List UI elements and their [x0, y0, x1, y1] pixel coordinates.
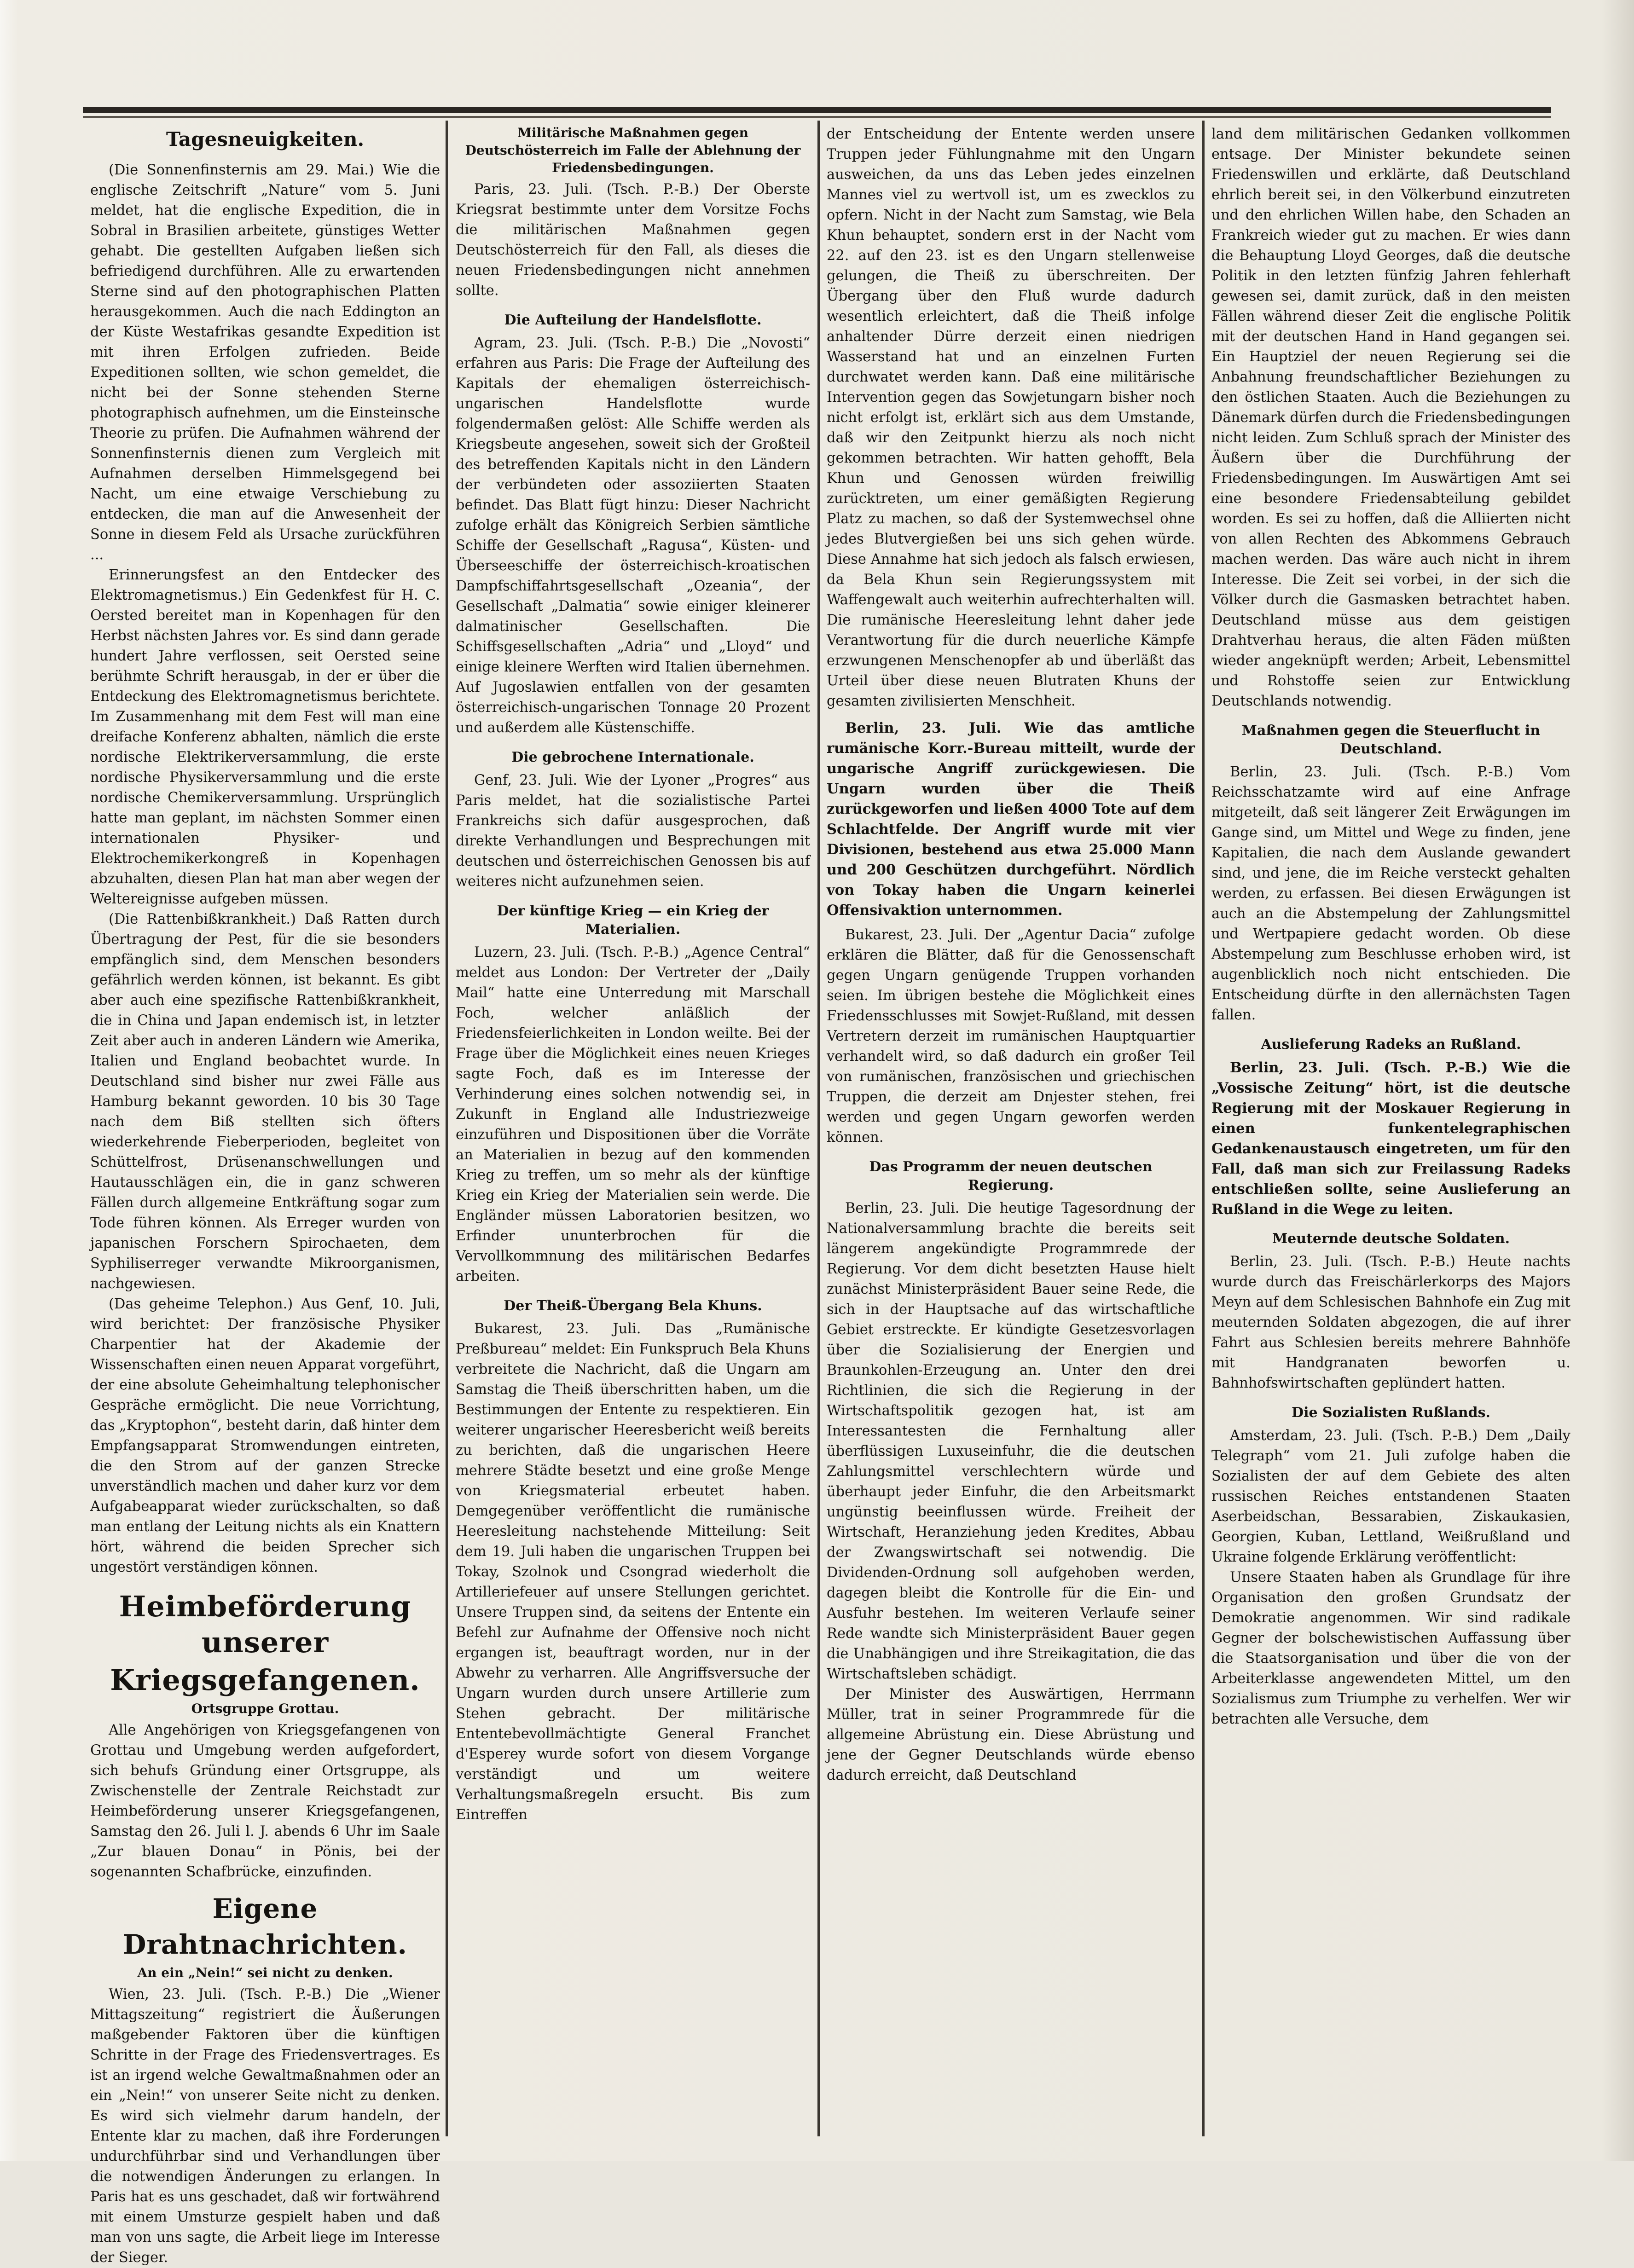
- article-paragraph: Bukarest, 23. Juli. Das „Rumänische Preßbureau“ meldet: Ein Funkspruch Bela Khuns verbreitete die Nachricht, daß die Ungarn am Samstag die Theiß überschritten haben, um die Bestimmungen der Entente zu respektieren. Ein weiterer ungarischer Heeresbericht weiß bereits zu berichten, daß die ungarischen Heere mehrere Städte besetzt und eine große Menge von Kriegsmaterial erbeutet haben. Demgegenüber veröffentlicht die rumänische Heeresleitung nachstehende Mitteilung: Seit dem 19. Juli haben die ungarischen Truppen bei Tokay, Szolnok und Csongrad wiederholt die Artilleriefeuer auf unsere Stellungen gerichtet. Unsere Truppen sind, da seitens der Entente ein Befehl zur Aufnahme der Offensive noch nicht ergangen ist, beauftragt worden, nur in der Abwehr zu verharren. Alle Angriffsversuche der Ungarn wurden durch unsere Artillerie zum Stehen gebracht. Der militärische Ententebevollmächtigte General Franchet d'Esperey wurde sofort von diesem Vorgange verständigt und um weitere Verhaltungsmaßregeln ersucht. Bis zum Eintreffen: [456, 1321, 810, 1823]
- subheading: Die gebrochene Internationale.: [511, 749, 754, 765]
- article-paragraph: land dem militärischen Gedanken vollkommen entsage. Der Minister bekundete seinen Friedenswillen und erklärte, daß Deutschland ehrlich bereit sei, in den Völkerbund einzutreten und den ehrlichen Willen habe, den Schaden an Frankreich wieder gut zu machen. Er wies dann die Behauptung Lloyd Georges, daß die deutsche Politik in den letzten fünfzig Jahren fehlerhaft gewesen sei, damit zurück, daß in den meisten Fällen während dieser Zeit die englische Politik mit der deutschen Hand in Hand gegangen sei. Ein Hauptziel der neuen Regierung sei die Anbahnung freundschaftlicher Beziehungen zu den östlichen Staaten. Auch die Beziehungen zu Dänemark dürfen durch die Friedensbedingungen nicht leiden. Zum Schluß sprach der Minister des Äußern über die Durchführung der Friedensbedingungen. Im Auswärtigen Amt sei eine besondere Friedensabteilung gebildet worden. Es sei zu hoffen, daß die Alliierten nicht von allen Rechten des Abkommens Gebrauch machen werden. Das wäre auch nicht in ihrem Interesse. Die Zeit sei vorbei, in der sich die Völker durch die Gasmasken betrachtet haben. Deutschland müsse aus dem geistigen Drahtverhau heraus, die alten Fäden müßten wieder angeknüpft werden; Arbeit, Lebensmittel und Rohstoffe seien zur Entwicklung Deutschlands notwendig.: [1211, 126, 1570, 709]
- article-paragraph: Wien, 23. Juli. (Tsch. P.-B.) Die „Wiener Mittagszeitung“ registriert die Äußerungen maßgebender Faktoren über die künftigen Schritte in der Frage des Friedensvertrages. Es ist an irgend welche Gewaltmaßnahmen oder an ein „Nein!“ von unserer Seite nicht zu denken. Es wird sich vielmehr darum handeln, der Entente klar zu machen, daß ihre Forderungen undurchführbar sind und Verhandlungen über die notwendigen Änderungen zu erlangen. In Paris hat es uns geschadet, daß wir fortwährend mit einem Umsturze gespielt haben und daß man von uns sagte, die Arbeit liege im Interesse der Sieger.: [90, 1986, 440, 2266]
- headline: Heimbeförderung unserer: [119, 1590, 411, 1659]
- article-paragraph: Berlin, 23. Juli. (Tsch. P.-B.) Vom Reichsschatzamte wird auf eine Anfrage mitgeteilt, daß seit längerer Zeit Erwägungen im Gange sind, um Mittel und Wege zu finden, jene Kapitalien, die nach dem Auslande gewandert sind, und jene, die im Reiche versteckt gehalten werden, zu erfassen. Bei diesen Erwägungen ist auch an die Abstempelung der Zahlungsmittel und Wertpapiere gedacht worden. Ob diese Abstempelung zum Beschlusse erhoben wird, ist augenblicklich noch nicht entschieden. Die Entscheidung dürfte in den allernächsten Tagen fallen.: [1211, 764, 1570, 1023]
- column-rule-2: [817, 121, 820, 2136]
- section-heading: Tagesneuigkeiten.: [166, 128, 365, 150]
- headline: Kriegsgefangenen.: [110, 1663, 420, 1697]
- column-2: [456, 124, 810, 2131]
- header-rule: [83, 107, 1551, 113]
- column-rule-1: [446, 121, 448, 2136]
- article-paragraph: der Entscheidung der Entente werden unsere Truppen jeder Fühlungnahme mit den Ungarn ausweichen, da uns das Leben jedes einzelnen Mannes viel zu wertvoll ist, um es zwecklos zu opfern. Nicht in der Nacht zum Samstag, wie Bela Khun behauptet, sondern erst in der Nacht vom 22. auf den 23. ist es den Ungarn stellenweise gelungen, die Theiß zu überschreiten. Der Übergang über den Fluß wurde dadurch wesentlich erleichtert, daß die Theiß infolge anhaltender Dürre derzeit einen niedrigen Wasserstand hat und an einzelnen Furten durchwatet werden kann. Daß eine militärische Intervention gegen das Sowjetungarn bisher noch nicht erfolgt ist, erklärt sich aus dem Umstande, daß wir den Zeitpunkt hierzu als noch nicht gekommen betrachten. Wir hatten gehofft, Bela Khun und Genossen würden freiwillig zurücktreten, um einer gemäßigten Regierung Platz zu machen, so daß der Systemwechsel ohne jedes Blutvergießen bei uns sich gehen würde. Diese Annahme hat sich jedoch als falsch erwiesen, da Bela Khun sein Regierungssystem mit Waffengewalt auch weiterhin aufrechterhalten will. Die rumänische Heeresleitung lehnt daher jede Verantwortung für die durch neuerliche Kämpfe erzwungenen Menschenopfer ab und überläßt das Urteil über diese neuen Blutraten Khuns der gesamten zivilisierten Menschheit.: [827, 126, 1195, 709]
- subheading: Auslieferung Radeks an Rußland.: [1261, 1036, 1521, 1053]
- subheading: Meuternde deutsche Soldaten.: [1272, 1231, 1510, 1247]
- subheading: Ortsgruppe Grottau.: [191, 1701, 339, 1716]
- article-paragraph: Alle Angehörigen von Kriegsgefangenen von Grottau und Umgebung werden aufgefordert, sich behufs Gründung einer Ortsgruppe, als Zwischenstelle der Zentrale Reichstadt zur Heimbeförderung unserer Kriegsgefangenen, Samstag den 26. Juli l. J. abends 6 Uhr im Saale „Zur blauen Donau“ in Pönis, bei der sogenannten Schafbrücke, einzufinden.: [90, 1722, 440, 1880]
- subheading: Militärische Maßnahmen gegen Deutschösterreich im Falle der Ablehnung der Friedensbedingungen.: [465, 125, 801, 175]
- article-paragraph: Unsere Staaten haben als Grundlage für ihre Organisation den großen Grundsatz der Demokratie angenommen. Wir sind radikale Gegner der bolschewistischen Auffassung über die Staatsorganisation und über die von der Arbeiterklasse angewendeten Mittel, um den Sozialismus zum Triumphe zu verhelfen. Wer wir betrachten alle Versuche, dem: [1211, 1569, 1570, 1727]
- article-paragraph: Der Minister des Auswärtigen, Herrmann Müller, trat in seiner Programmrede für die allgemeine Abrüstung ein. Diese Abrüstung und jene der Gegner Deutschlands würde ebenso dadurch erreicht, daß Deutschland: [827, 1686, 1195, 1783]
- article-paragraph: Berlin, 23. Juli. Wie das amtliche rumänische Korr.-Bureau mitteilt, wurde der ungarische Angriff zurückgewiesen. Die Ungarn wurden über die Theiß zurückgeworfen und ließen 4000 Tote auf dem Schlachtfelde. Der Angriff wurde mit vier Divisionen, bestehend aus etwa 25.000 Mann und 200 Geschützen durchgeführt. Nördlich von Tokay haben die Ungarn keinerlei Offensivaktion unternommen.: [827, 720, 1195, 919]
- article-paragraph: Berlin, 23. Juli. (Tsch. P.-B.) Wie die „Vossische Zeitung“ hört, ist die deutsche Regierung mit der Moskauer Regierung in einen funkentelegraphischen Gedankenaustausch eingetreten, um für den Fall, daß man sich zur Freilassung Radeks entschließen sollte, seine Auslieferung an Rußland in die Wege zu leiten.: [1211, 1059, 1570, 1218]
- article-paragraph: Paris, 23. Juli. (Tsch. P.-B.) Der Oberste Kriegsrat bestimmte unter dem Vorsitze Fochs die militärischen Maßnahmen gegen Deutschösterreich für den Fall, als dieses die neuen Friedensbedingungen nicht annehmen sollte.: [456, 181, 810, 299]
- article-paragraph: Berlin, 23. Juli. (Tsch. P.-B.) Heute nachts wurde durch das Freischärlerkorps des Majors Meyn auf dem Schlesischen Bahnhofe ein Zug mit meuternden Soldaten abgezogen, die auf ihrer Fahrt aus Schlesien bereits mehrere Bahnhöfe mit Handgranaten beworfen u. Bahnhofswirtschaften geplündert hatten.: [1211, 1254, 1570, 1391]
- column-3: [827, 124, 1195, 2131]
- subheading: Der künftige Krieg — ein Krieg der Materialien.: [497, 903, 769, 937]
- subheading: Das Programm der neuen deutschen Regierung.: [869, 1159, 1153, 1193]
- article-paragraph: Agram, 23. Juli. (Tsch. P.-B.) Die „Novosti“ erfahren aus Paris: Die Frage der Aufteilung des Kapitals der ehemaligen österreichisch-ungarischen Handelsflotte wurde folgendermaßen gelöst: Alle Schiffe werden als Kriegsbeute angesehen, soweit sich der Großteil des betreffenden Kapitals nicht in den Ländern der verbündeten oder assoziierten Staaten befindet. Das Blatt fügt hinzu: Dieser Nachricht zufolge erhält das Königreich Serbien sämtliche Schiffe der Gesellschaft „Ragusa“, Küsten- und Überseeschiffe der österreichisch-kroatischen Dampfschiffahrtsgesellschaft „Ozeania“, der Gesellschaft „Dalmatia“ sowie einiger kleinerer dalmatinischer Gesellschaften. Die Schiffsgesellschaften „Adria“ und „Lloyd“ und einige kleinere Werften wird Italien übernehmen. Auf Jugoslawien entfallen von der gesamten österreichisch-ungarischen Tonnage 20 Prozent und außerdem alle Küstenschiffe.: [456, 335, 810, 736]
- subheading: Die Aufteilung der Handelsflotte.: [504, 312, 762, 328]
- column-1: [90, 124, 440, 2266]
- article-paragraph: Genf, 23. Juli. Wie der Lyoner „Progres“ aus Paris meldet, hat die sozialistische Partei Frankreichs sich dafür ausgesprochen, daß direkte Verhandlungen und Besprechungen mit deutschen und österreichischen Genossen bis auf weiteres nicht aufzunehmen seien.: [456, 772, 810, 890]
- subheading: Der Theiß-Übergang Bela Khuns.: [504, 1298, 762, 1314]
- column-rule-3: [1202, 121, 1205, 2136]
- article-paragraph: Erinnerungsfest an den Entdecker des Elektromagnetismus.) Ein Gedenkfest für H. C. Oersted bereitet man in Kopenhagen für den Herbst nächsten Jahres vor. Es sind dann gerade hundert Jahre verflossen, seit Oersted seine berühmte Schrift herausgab, in der er über die Entdeckung des Elektromagnetismus berichtete. Im Zusammenhang mit dem Fest will man eine dreifache Konferenz abhalten, nämlich die erste nordische Elektrikerversammlung, die erste nordische Physikerversammlung und die erste nordische Chemikerversammlung. Ursprünglich hatte man geplant, im nächsten Sommer einen internationalen Physiker- und Elektrochemikerkongreß in Kopenhagen abzuhalten, diesen Plan hat man aber wegen der Weltereignisse aufgeben müssen.: [90, 567, 440, 907]
- headline: Eigene Drahtnachrichten.: [123, 1893, 407, 1960]
- article-paragraph: Bukarest, 23. Juli. Der „Agentur Dacia“ zufolge erklären die Blätter, daß für die Genossenschaft gegen Ungarn genügende Truppen vorhanden seien. Im übrigen bestehe die Möglichkeit eines Friedensschlusses mit Sowjet-Rußland, mit dessen Vertretern derzeit im rumänischen Hauptquartier verhandelt wird, so daß dadurch ein großer Teil von rumänischen, französischen und griechischen Truppen, die derzeit am Dnjester stehen, frei werden und gegen Ungarn geworfen werden können.: [827, 927, 1195, 1146]
- subheading: Die Sozialisten Rußlands.: [1292, 1405, 1490, 1421]
- column-4: [1211, 124, 1570, 2131]
- article-paragraph: (Die Sonnenfinsternis am 29. Mai.) Wie die englische Zeitschrift „Nature“ vom 5. Juni meldet, hat die englische Expedition, die in Sobral in Brasilien arbeitete, günstiges Wetter gehabt. Die gestellten Aufgaben ließen sich befriedigend durchführen. Alle zu erwartenden Sterne sind auf den photographischen Platten herausgekommen. Auch die nach Eddington an der Küste Westafrikas gesandte Expedition ist mit ihren Erfolgen zufrieden. Beide Expeditionen sollten, wie schon gemeldet, die nicht bei der Sonne stehenden Sterne photographisch aufnehmen, um die Einsteinsche Theorie zu prüfen. Die Aufnahmen während der Sonnenfinsternis dienen zum Vergleich mit Aufnahmen derselben Himmelsgegend bei Nacht, um eine etwaige Verschiebung zu entdecken, die man auf die Anwesenheit der Sonne in diesem Feld als Ursache zurückführen ...: [90, 162, 440, 563]
- header-rule-thin: [83, 116, 1551, 118]
- subheading: Maßnahmen gegen die Steuerflucht in Deutschland.: [1241, 723, 1541, 757]
- article-paragraph: Luzern, 23. Juli. (Tsch. P.-B.) „Agence Central“ meldet aus London: Der Vertreter der „Daily Mail“ hatte eine Unterredung mit Marschall Foch, welcher anläßlich der Friedensfeierlichkeiten in London weilte. Bei der Frage über die Möglichkeit eines neuen Krieges sagte Foch, daß es im Interesse der Verhinderung eines solchen notwendig sei, in Zukunft in England alle Industriezweige einzuführen und Dispositionen über die Vorräte an Materialien in bezug auf den kommenden Krieg zu treffen, um so mehr als der künftige Krieg ein Krieg der Materialien sein werde. Die Engländer müssen Laboratorien besitzen, wo Erfinder ununterbrochen für die Vervollkommnung des militärischen Bedarfes arbeiten.: [456, 944, 810, 1284]
- subheading: An ein „Nein!“ sei nicht zu denken.: [137, 1965, 393, 1980]
- article-paragraph: (Das geheime Telephon.) Aus Genf, 10. Juli, wird berichtet: Der französische Physiker Charpentier hat der Akademie der Wissenschaften einen neuen Apparat vorgeführt, der eine absolute Geheimhaltung telephonischer Gespräche ermöglicht. Die neue Vorrichtung, das „Kryptophon“, besteht darin, daß hinter dem Empfangsapparat Stromwendungen eintreten, die den Strom auf der ganzen Strecke unverständlich machen und daher kurz vor dem Aufgabeapparat wieder zurückschalten, so daß man entlang der Leitung nichts als ein Knattern hört, während die beiden Sprecher sich ungestört verständigen können.: [90, 1296, 440, 1575]
- article-paragraph: Amsterdam, 23. Juli. (Tsch. P.-B.) Dem „Daily Telegraph“ vom 21. Juli zufolge haben die Sozialisten der auf dem Gebiete des alten russischen Reiches entstandenen Staaten Aserbeidschan, Bessarabien, Ziskaukasien, Georgien, Kuban, Lettland, Weißrußland und Ukraine folgende Erklärung veröffentlicht:: [1211, 1428, 1570, 1565]
- article-paragraph: Berlin, 23. Juli. Die heutige Tagesordnung der Nationalversammlung brachte die bereits seit längerem angekündigte Programmrede der Regierung. Vor dem dicht besetzten Hause hielt zunächst Ministerpräsident Bauer seine Rede, die sich in der Hauptsache auf das wirtschaftliche Gebiet erstreckte. Er kündigte Gesetzesvorlagen über die Sozialisierung der Energien und Braunkohlen-Erzeugung an. Unter den drei Richtlinien, die sich die Regierung in der Wirtschaftspolitik gezogen hat, ist am Interessantesten die Fernhaltung aller überflüssigen Luxuseinfuhr, die die deutschen Zahlungsmittel verschlechtern würde und überhaupt jeder Einfuhr, die den Arbeitsmarkt ungünstig beeinflussen würde. Freiheit der Wirtschaft, Heranziehung jeden Kredites, Abbau der Zwangswirtschaft sei notwendig. Die Dividenden-Ordnung soll aufgehoben werden, dagegen bleibt die Kontrolle für die Ein- und Ausfuhr bestehen. Im weiteren Verlaufe seiner Rede wandte sich Ministerpräsident Bauer gegen die Unabhängigen und ihre Streikagitation, die das Wirtschaftsleben schädigt.: [827, 1200, 1195, 1682]
- article-paragraph: (Die Rattenbißkrankheit.) Daß Ratten durch Übertragung der Pest, für die sie besonders empfänglich sind, dem Menschen besonders gefährlich werden können, ist bekannt. Es gibt aber auch eine spezifische Rattenbißkrankheit, die in China und Japan endemisch ist, in letzter Zeit aber auch in anderen Ländern wie Amerika, Italien und England beobachtet wurde. In Deutschland sind bisher nur zwei Fälle aus Hamburg bekannt geworden. 10 bis 30 Tage nach dem Biß stellten sich öfters wiederkehrende Fieberperioden, begleitet von Schüttelfrost, Drüsenanschwellungen und Hautausschlägen ein, die in ganz schweren Fällen durch allgemeine Entkräftung sogar zum Tode führen können. Als Erreger wurden von japanischen Forschern Spirochaeten, dem Syphiliserreger verwandte Mikroorganismen, nachgewiesen.: [90, 911, 440, 1292]
